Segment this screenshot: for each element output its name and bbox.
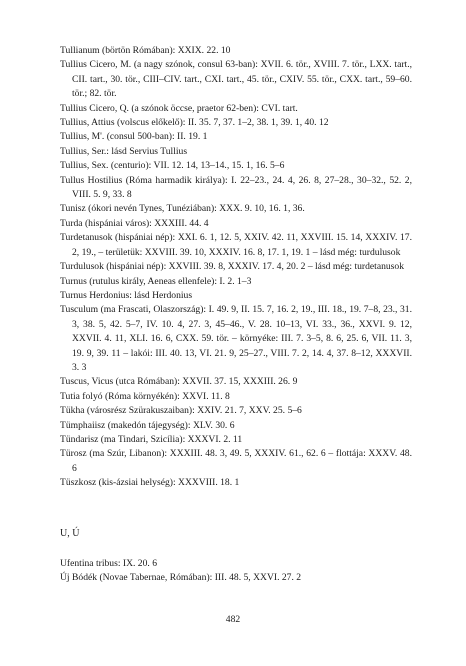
index-entry: Tüszkosz (kis-ázsiai helység): XXXVIII. 18. 1 [60, 477, 240, 489]
page-number: 482 [225, 614, 241, 625]
index-entry: Turda (hispániai város): XXXIII. 44. 4 [60, 217, 209, 229]
index-entry: Tullius, M'. (consul 500-ban): II. 19. 1 [60, 131, 208, 143]
index-entry: Tullianum (börtön Rómában): XXIX. 22. 10 [60, 45, 231, 56]
index-entries-t [60, 44, 412, 491]
index-entry: Tullius, Ser.: lásd Servius Tullius [60, 145, 188, 157]
index-entry: Tullius Cicero, M. (a nagy szónok, consul 63-ban): XVII. 6. tör., XVIII. 7. tör., LXX. tart., CII. tart., 30. tör., CIII–CIV. tart., CXI. tart., 45. tör., CXIV. 55. tör., CXX. tart., 59–60. tör.; 82. tör. [60, 59, 412, 100]
index-entry: Tullius, Attius (volscus előkelő): II. 35. 7, 37. 1–2, 38. 1, 39. 1, 40. 12 [60, 117, 329, 129]
index-entry: Tümphaiisz (makedón tájegység): XLV. 30. 6 [60, 419, 235, 431]
index-entry: Tusculum (ma Frascati, Olaszország): I. 49. 9, II. 15. 7, 16. 2, 19., III. 18., 19. 7–8, 23., 31. 3, 38. 5, 42. 5–7, IV. 10. 4, 27. 3, 45–46., V. 28. 10–13, VI. 33., 36., XXVI. 9. 12, XXVII. 4. 11, XLI. 16. 6, CXX. 59. tör. – környéke: III. 7. 3–5, 8. 6, 25. 6, VII. 11. 3, 19. 9, 39. 11 – lakói: III. 40. 13, VI. 21. 9, 25–27., VIII. 7. 2, 14. 4, 37. 8–12, XXXVII. 3. 3 [60, 304, 412, 373]
index-entry: Tullius Cicero, Q. (a szónok öccse, praetor 62-ben): CVI. tart. [60, 102, 298, 114]
index-entries-u [60, 557, 412, 586]
index-entry: Tullius, Sex. (centurio): VII. 12. 14, 13–14., 15. 1, 16. 5–6 [60, 160, 285, 172]
index-entry: Turdulusok (hispániai nép): XXVIII. 39. 8, XXXIV. 17. 4, 20. 2 – lásd még: turdetanusok [60, 261, 405, 273]
index-entry: Türosz (ma Szúr, Libanon): XXXIII. 48. 3, 49. 5, XXXIV. 61., 62. 6 – flottája: XXXV. 48. 6 [60, 448, 412, 474]
index-entry: Turnus Herdonius: lásd Herdonius [60, 289, 193, 301]
section-heading: U, Ú [60, 527, 80, 539]
index-entry: Tuscus, Vicus (utca Rómában): XXVII. 37. 15, XXXIII. 26. 9 [60, 376, 298, 388]
index-entry: Új Bódék (Novae Tabernae, Rómában): III. 48. 5, XXVI. 27. 2 [60, 572, 302, 583]
index-entry: Tükha (városrész Szürakuszaiban): XXIV. 21. 7, XXV. 25. 5–6 [60, 405, 302, 417]
index-entry: Tutia folyó (Róma környékén): XXVI. 11. 8 [60, 390, 230, 402]
index-entry: Turnus (rutulus király, Aeneas ellenfele): I. 2. 1–3 [60, 275, 252, 287]
index-entry: Tündarisz (ma Tindari, Szicília): XXXVI. 2. 11 [60, 433, 243, 445]
index-entry: Turdetanusok (hispániai nép): XXI. 6. 1, 12. 5, XXIV. 42. 11, XXVIII. 15. 14, XXXIV. 17. 2, 19., – területük: XXVIII. 39. 10, XXXIV. 16. 8, 17. 1, 19. 1 – lásd még: turdulusok [60, 232, 412, 258]
index-page [60, 44, 412, 585]
index-entry: Tunisz (ókori nevén Tynes, Tunéziában): XXX. 9. 10, 16. 1, 36. [60, 203, 305, 215]
index-entry: Tullus Hostilius (Róma harmadik királya): I. 22–23., 24. 4, 26. 8, 27–28., 30–32., 52. 2, VIII. 5. 9, 33. 8 [60, 174, 412, 201]
index-entry: Ufentina tribus: IX. 20. 6 [60, 557, 157, 569]
